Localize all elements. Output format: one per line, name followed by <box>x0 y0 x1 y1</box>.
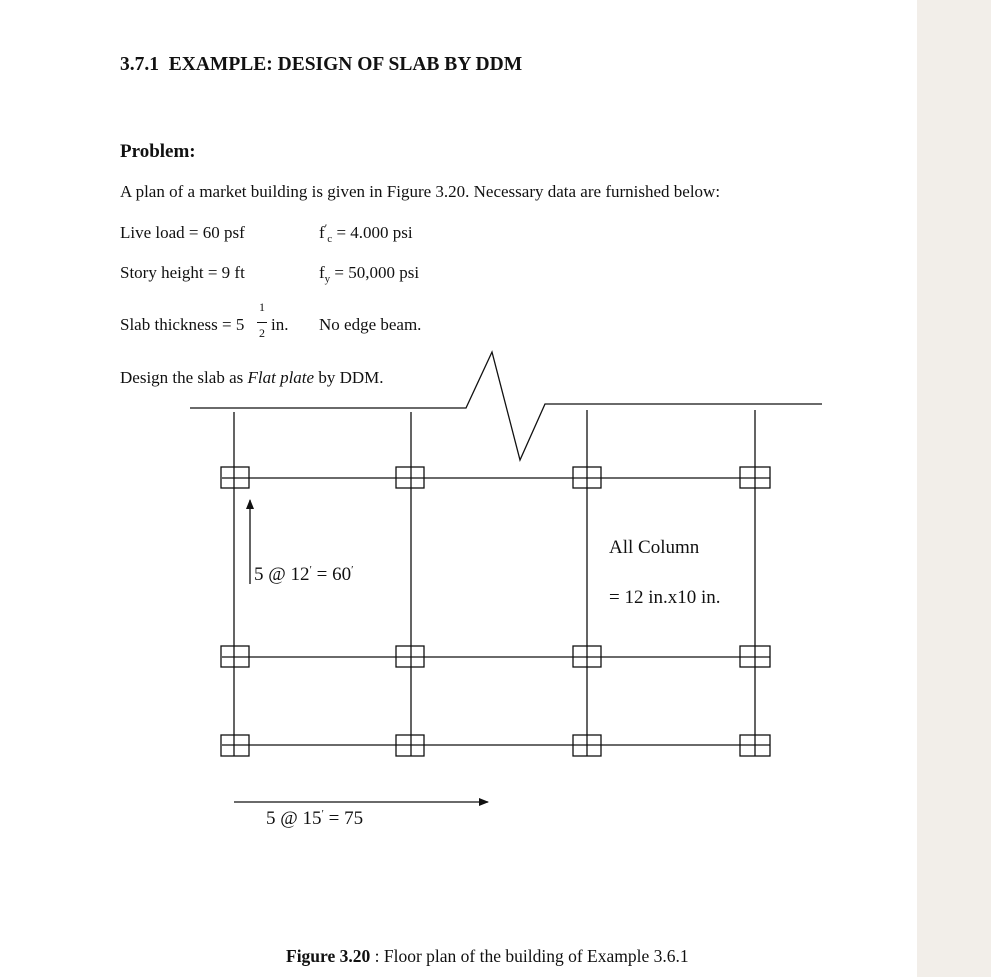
design-suffix: by DDM. <box>314 368 384 387</box>
page-margin <box>917 0 991 977</box>
figure-caption-label: Figure 3.20 <box>286 946 371 966</box>
design-prefix: Design the slab as <box>120 368 248 387</box>
horizontal-dimension-count: 5 @ 15 <box>266 808 322 829</box>
slab-thickness-unit: in. <box>271 315 289 334</box>
column-note-line1: All Column <box>609 537 700 558</box>
fy-symbol: f <box>319 263 325 282</box>
live-load: Live load = 60 psf <box>120 223 245 242</box>
story-height: Story height = 9 ft <box>120 263 245 282</box>
column-note-line2: = 12 in.x10 in. <box>609 587 721 608</box>
section-number: 3.7.1 <box>120 54 159 75</box>
section-title-text: EXAMPLE: DESIGN OF SLAB BY DDM <box>168 54 523 75</box>
slab-thickness-numerator: 1 <box>259 300 265 314</box>
horizontal-dimension-total: = 75 <box>323 808 364 829</box>
horizontal-dimension-prime: ′ <box>321 808 324 820</box>
vertical-dimension-count: 5 @ 12 <box>254 564 310 585</box>
slab-thickness-denominator: 2 <box>259 326 265 340</box>
figure-caption-text: : Floor plan of the building of Example 3.6.1 <box>370 946 689 966</box>
slab-thickness-prefix: Slab thickness = 5 <box>120 315 245 334</box>
fc-subscript: c <box>327 233 333 245</box>
fy-subscript: y <box>324 273 331 285</box>
fc-prime: ′ <box>324 221 328 235</box>
fc-symbol: f <box>319 223 325 242</box>
break-line <box>190 352 822 460</box>
vertical-dimension-label <box>254 564 354 585</box>
problem-heading: Problem: <box>120 141 196 162</box>
horizontal-dimension-label <box>266 808 363 829</box>
problem-intro: A plan of a market building is given in Figure 3.20. Necessary data are furnished below: <box>120 182 721 201</box>
edge-beam-note: No edge beam. <box>319 315 422 334</box>
fy-value: = 50,000 psi <box>330 263 420 282</box>
fc-value: = 4.000 psi <box>332 223 413 242</box>
vertical-dimension-total: = 60 <box>311 564 352 585</box>
figure-caption <box>286 946 689 967</box>
design-italic: Flat plate <box>247 368 315 387</box>
vertical-dimension-total-prime: ′ <box>351 564 354 576</box>
vertical-dimension-prime: ′ <box>309 564 312 576</box>
